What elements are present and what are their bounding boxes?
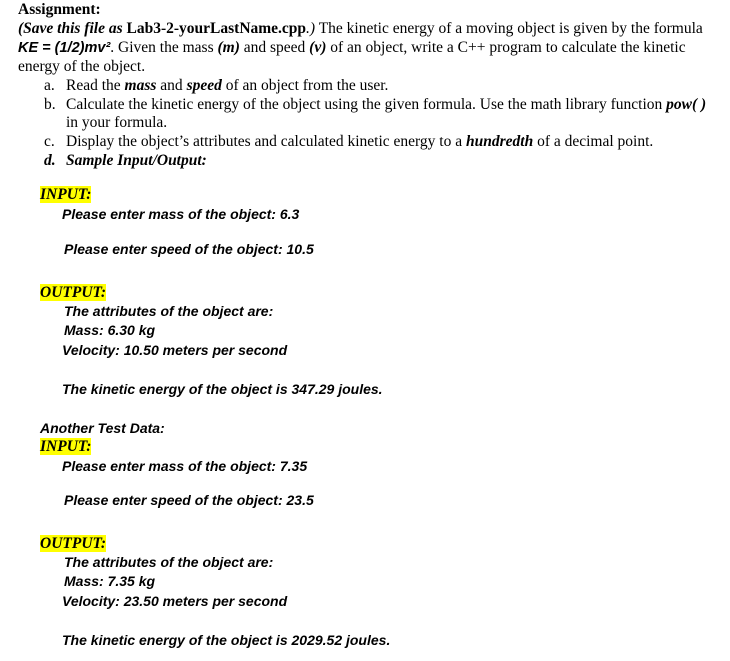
mass-symbol: (m) (217, 39, 240, 56)
step-a-and: and (156, 77, 187, 94)
sample1-output-attributes: The attributes of the object are: (64, 303, 274, 319)
step-c-marker: c. (44, 133, 55, 150)
sample1-result: The kinetic energy of the object is 347.29 joules. (62, 381, 383, 397)
pow-function: pow( ) (666, 96, 707, 113)
assignment-line-2 (18, 39, 686, 57)
assignment-line-1 (18, 20, 703, 38)
step-b-continuation: in your formula. (66, 114, 168, 131)
save-filename: Lab3-2-yourLastName.cpp (126, 20, 307, 37)
sample2-output-label: OUTPUT: (40, 535, 106, 552)
save-instruction-prefix: (Save this file as (18, 20, 127, 37)
and-speed: and speed (239, 39, 310, 56)
sample2-input-speed: Please enter speed of the object: 23.5 (64, 492, 314, 508)
sample1-input-label: INPUT: (40, 186, 92, 203)
step-c-hundredth: hundredth (466, 133, 534, 150)
step-a-mass: mass (124, 77, 157, 94)
step-d-text: Sample Input/Output: (66, 152, 207, 169)
step-b-text: Calculate the kinetic energy of the object using the given formula. Use the math library function (66, 96, 667, 113)
step-a-speed: speed (186, 77, 222, 94)
sample1-input-mass: Please enter mass of the object: 6.3 (62, 206, 300, 222)
step-c-rest: of a decimal point. (533, 133, 654, 150)
speed-symbol: (v) (309, 39, 327, 56)
sample2-output-velocity: Velocity: 23.50 meters per second (62, 593, 288, 609)
step-d-marker: d. (44, 152, 56, 169)
step-b-marker: b. (44, 96, 56, 113)
step-a-marker: a. (44, 77, 55, 94)
sample1-output-mass: Mass: 6.30 kg (64, 322, 156, 338)
given-suffix: of an object, write a C++ program to calculate the kinetic (326, 39, 686, 56)
sample2-result: The kinetic energy of the object is 2029.52 joules. (62, 632, 391, 648)
sample2-output-attributes: The attributes of the object are: (64, 554, 274, 570)
assignment-line-3: energy of the object. (18, 58, 146, 75)
given-prefix: . Given the mass (110, 39, 218, 56)
step-a (44, 77, 388, 95)
step-a-text: Read the (66, 77, 125, 94)
sample1-output-label: OUTPUT: (40, 284, 106, 301)
step-b (44, 96, 706, 114)
step-a-rest: of an object from the user. (221, 77, 389, 94)
sample1-output-velocity: Velocity: 10.50 meters per second (62, 342, 288, 358)
another-test-label: Another Test Data: (40, 420, 165, 436)
sample2-input-mass: Please enter mass of the object: 7.35 (62, 458, 308, 474)
save-instruction-suffix: .) (306, 20, 316, 37)
sample1-input-speed: Please enter speed of the object: 10.5 (64, 241, 314, 257)
step-c-text: Display the object’s attributes and calculated kinetic energy to a (66, 133, 466, 150)
step-d (44, 152, 207, 170)
sample2-output-mass: Mass: 7.35 kg (64, 573, 156, 589)
sample2-input-label: INPUT: (40, 438, 92, 455)
kinetic-energy-formula: KE = (1/2)mv² (18, 40, 111, 56)
intro-text: The kinetic energy of a moving object is given by the formula (315, 20, 703, 37)
assignment-heading: Assignment: (18, 1, 101, 18)
step-c (44, 133, 653, 151)
